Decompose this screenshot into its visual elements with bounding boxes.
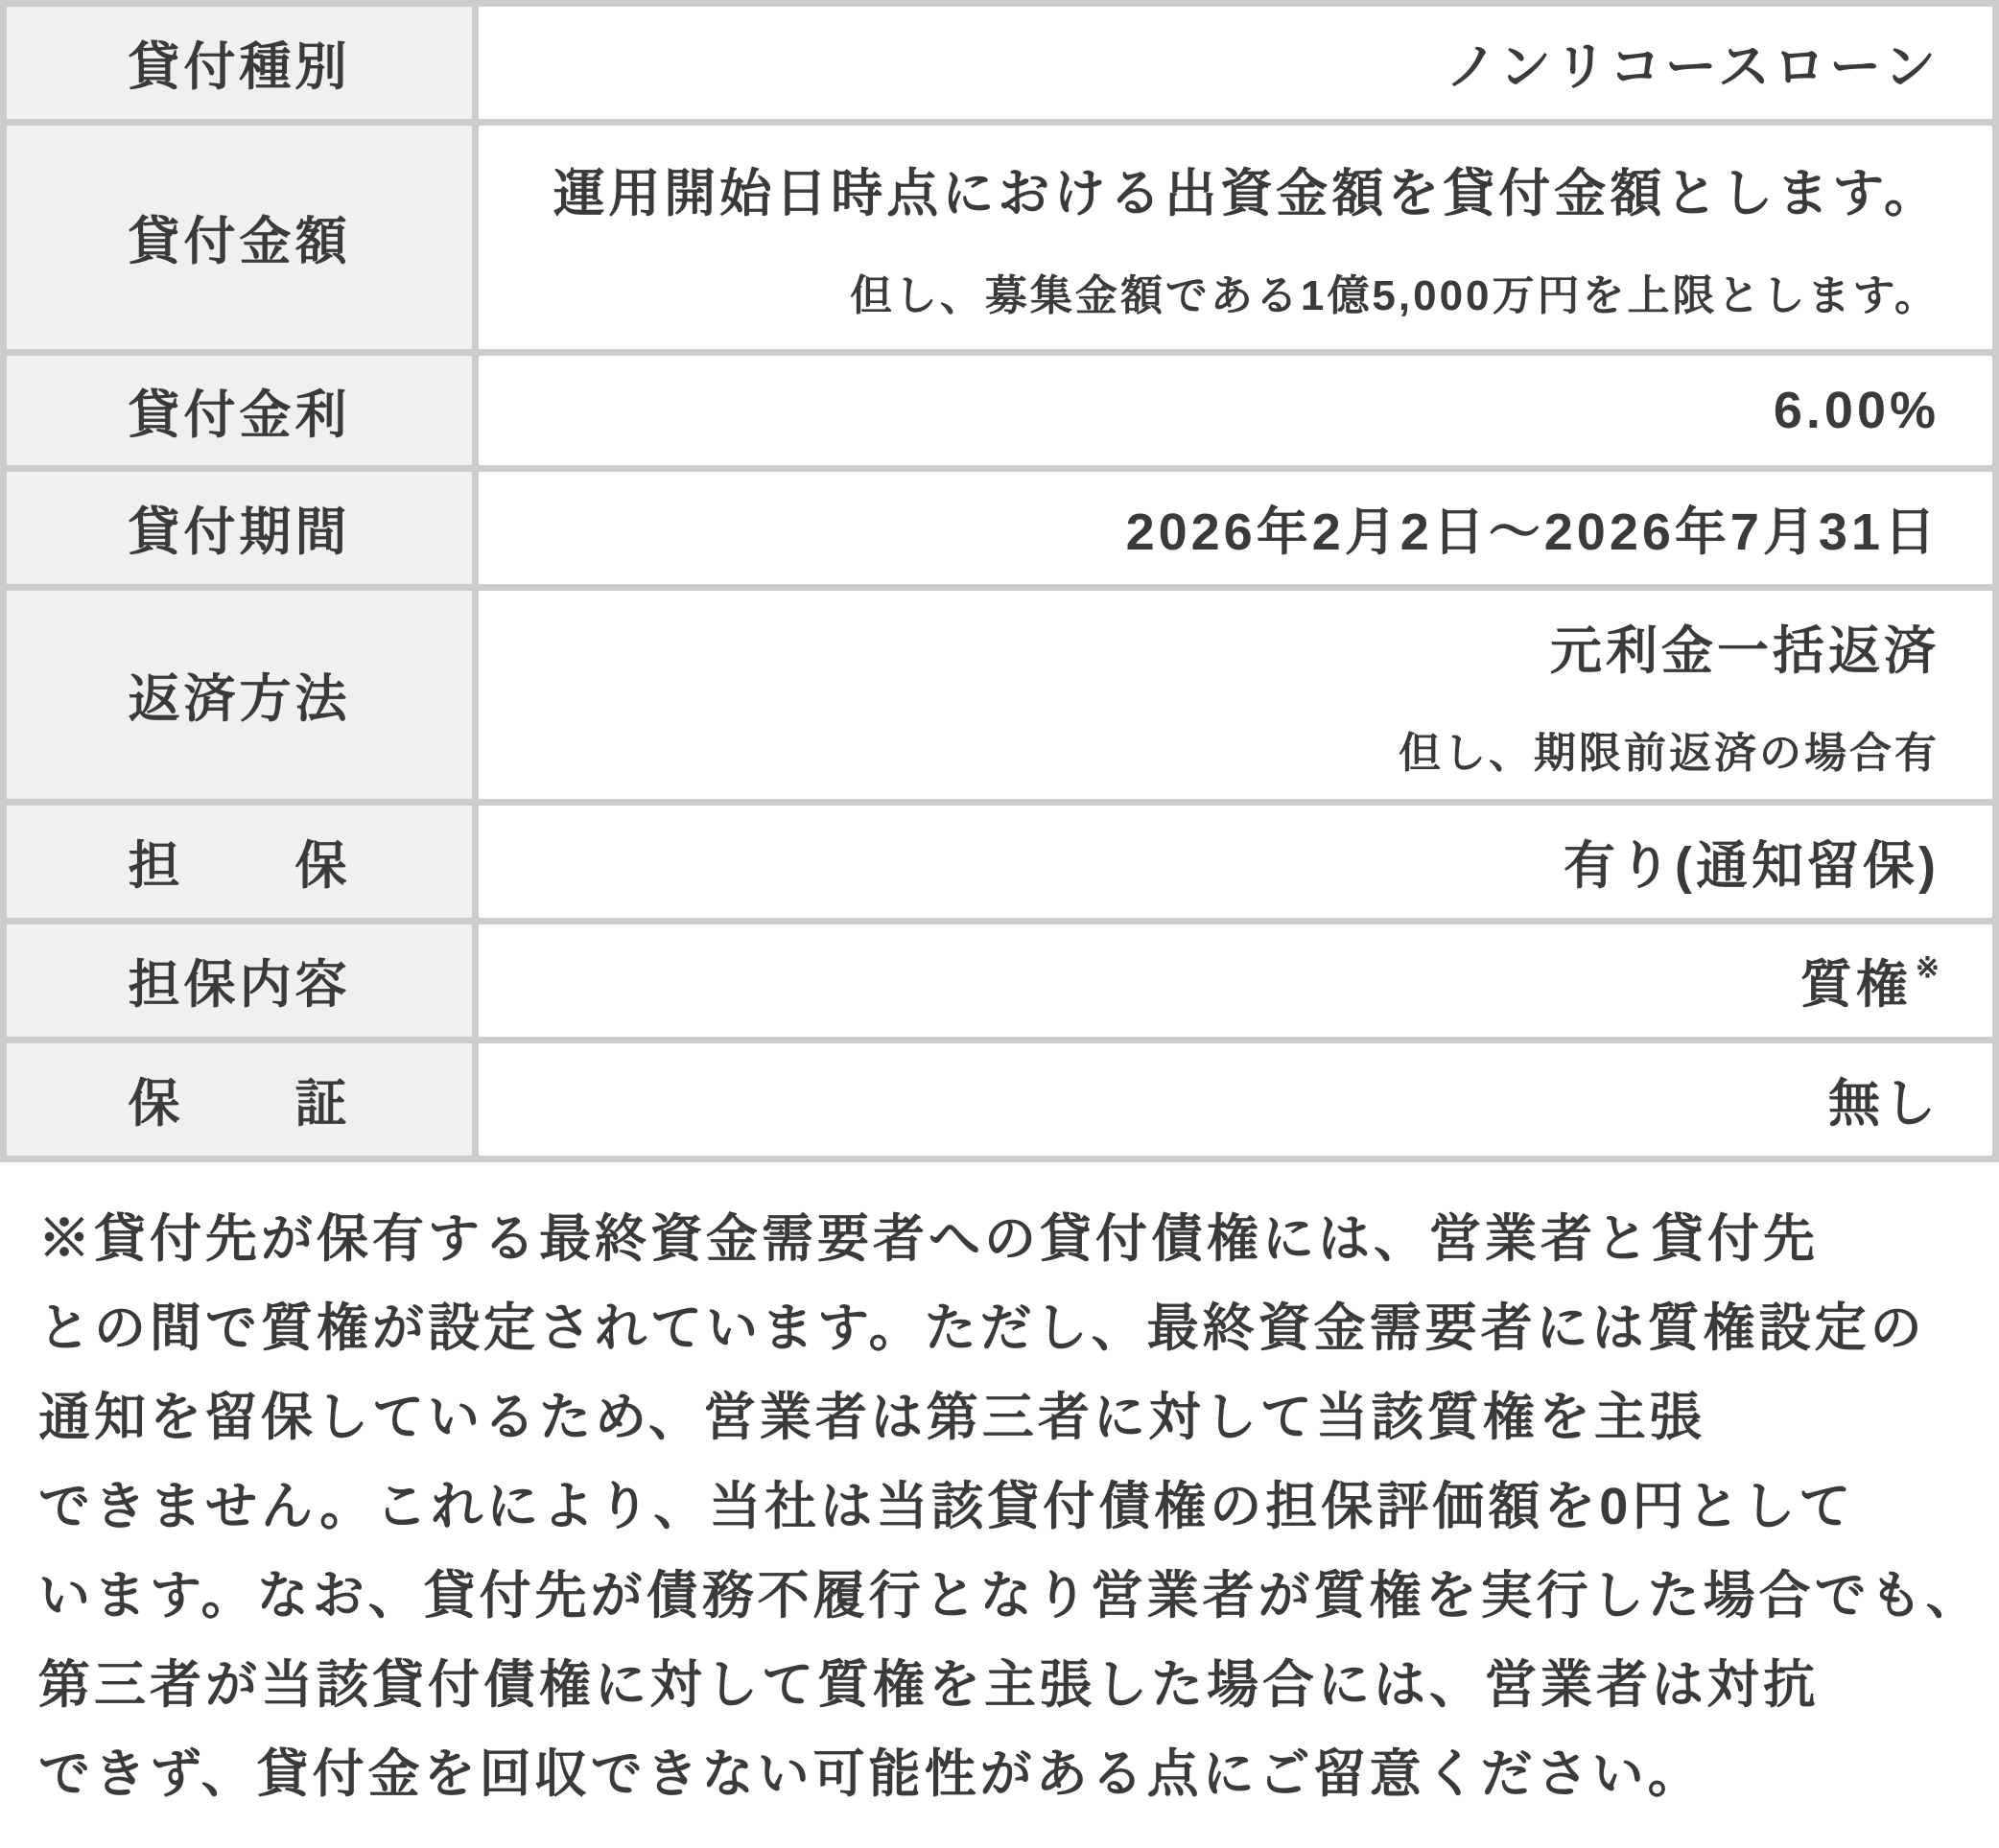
table-row (4, 1041, 1996, 1159)
table-row (4, 588, 1996, 803)
row-label-repayment-method: 返済方法 (4, 588, 476, 803)
table-row (4, 123, 1996, 353)
loan-amount-main-text: 運用開始日時点における出資金額を貸付金額とします。 (553, 165, 1940, 222)
collateral-detail-text: 質権 (1799, 956, 1912, 1014)
table-row (4, 353, 1996, 469)
reference-mark: ※ (1915, 952, 1940, 984)
row-value-loan-type: ノンリコースローン (476, 4, 1996, 123)
row-label-collateral: 担 保 (4, 803, 476, 922)
row-value-collateral-detail (476, 922, 1996, 1041)
row-value-collateral: 有り(通知留保) (476, 803, 1996, 922)
row-label-guarantee: 保 証 (4, 1041, 476, 1159)
footnote-line: との間で質権が設定されています。ただし、最終資金需要者には質権設定の (38, 1299, 1926, 1357)
row-value-repayment-method (476, 588, 1996, 803)
row-value-interest-rate: 6.00% (476, 353, 1996, 469)
footnote-line: できません。これにより、当社は当該貸付債権の担保評価額を0円として (38, 1478, 1855, 1535)
table-row (4, 922, 1996, 1041)
repayment-main-text: 元利金一括返済 (1550, 622, 1940, 680)
row-value-loan-amount (476, 123, 1996, 353)
footnote-line: ※貸付先が保有する最終資金需要者への貸付債権には、営業者と貸付先 (38, 1210, 1819, 1268)
row-label-collateral-detail: 担保内容 (4, 922, 476, 1041)
footnote (38, 1195, 1982, 1819)
repayment-note-text: 但し、期限前返済の場合有 (1399, 730, 1940, 777)
footnote-line: できず、貸付金を回収できない可能性がある点にご留意ください。 (38, 1745, 1704, 1803)
table-row (4, 803, 1996, 922)
table-row (4, 4, 1996, 123)
table-row (4, 469, 1996, 588)
footnote-line: います。なお、貸付先が債務不履行となり営業者が質権を実行した場合でも、 (38, 1567, 1982, 1625)
row-label-loan-amount: 貸付金額 (4, 123, 476, 353)
row-label-loan-period: 貸付期間 (4, 469, 476, 588)
footnote-line: 通知を留保しているため、営業者は第三者に対して当該質権を主張 (38, 1389, 1705, 1446)
footnote-line: 第三者が当該貸付債権に対して質権を主張した場合には、営業者は対抗 (38, 1656, 1819, 1714)
row-label-interest-rate: 貸付金利 (4, 353, 476, 469)
loan-amount-note-text: 但し、募集金額である1億5,000万円を上限とします。 (849, 272, 1940, 319)
row-value-loan-period: 2026年2月2日〜2026年7月31日 (476, 469, 1996, 588)
row-label-loan-type: 貸付種別 (4, 4, 476, 123)
row-value-guarantee: 無し (476, 1041, 1996, 1159)
